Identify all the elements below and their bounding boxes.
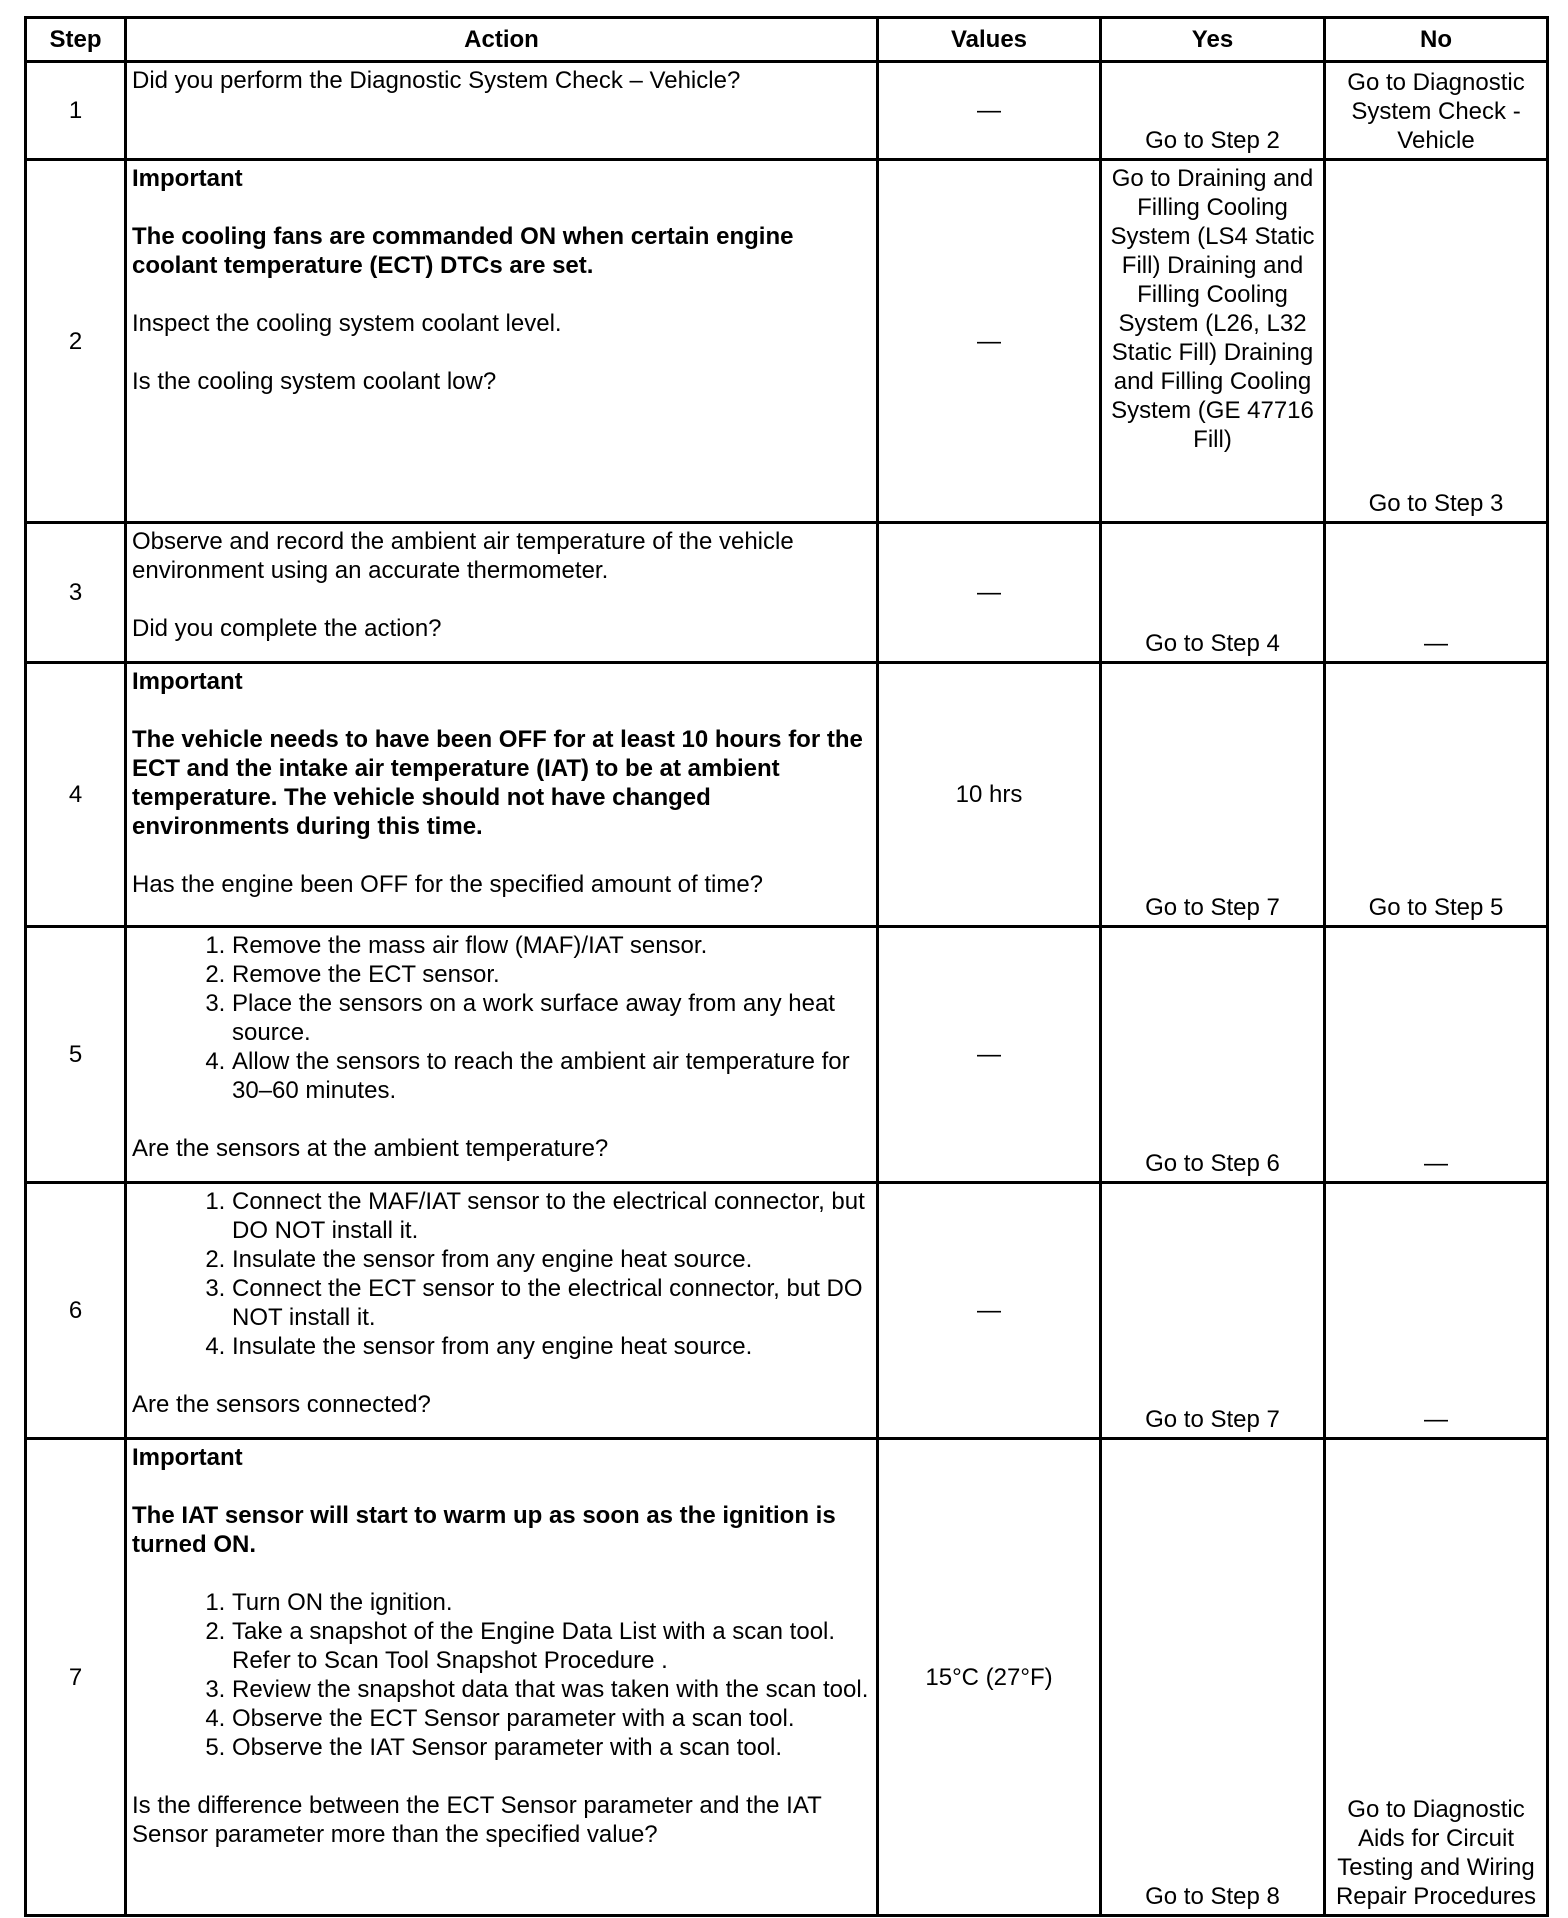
- yes-cell: Go to Step 7: [1101, 1183, 1325, 1439]
- values-cell: —: [878, 523, 1101, 663]
- list-item: 4. Allow the sensors to reach the ambient air temperature for 30–60 minutes.: [232, 1047, 871, 1105]
- header-step: Step: [26, 18, 126, 62]
- step-number: 1: [26, 62, 126, 160]
- no-cell: Go to Diagnostic Aids for Circuit Testing and Wiring Repair Procedures: [1325, 1439, 1548, 1916]
- diagnostic-document: [24, 16, 1546, 1917]
- step-number: 6: [26, 1183, 126, 1439]
- step-number: 5: [26, 927, 126, 1183]
- header-values: Values: [878, 18, 1101, 62]
- values-cell: —: [878, 1183, 1101, 1439]
- action-instruction: Inspect the cooling system coolant level.: [132, 310, 562, 337]
- yes-cell: Go to Step 7: [1101, 663, 1325, 927]
- action-cell: [126, 1183, 878, 1439]
- action-question: Has the engine been OFF for the specified amount of time?: [132, 871, 764, 898]
- action-question: Is the difference between the ECT Sensor parameter and the IAT Sensor parameter more than the specified value?: [132, 1792, 822, 1848]
- yes-cell: Go to Step 6: [1101, 927, 1325, 1183]
- values-cell: 15°C (27°F): [878, 1439, 1101, 1916]
- header-row: [26, 18, 1548, 62]
- table-row: [26, 160, 1548, 523]
- action-cell: [126, 663, 878, 927]
- yes-cell: Go to Step 2: [1101, 62, 1325, 160]
- list-item: 3. Place the sensors on a work surface away from any heat source.: [232, 989, 871, 1047]
- list-item: 4. Observe the ECT Sensor parameter with a scan tool.: [232, 1704, 871, 1733]
- list-item: 1. Connect the MAF/IAT sensor to the electrical connector, but DO NOT install it.: [232, 1187, 871, 1245]
- yes-cell: Go to Step 4: [1101, 523, 1325, 663]
- no-cell: —: [1325, 1183, 1548, 1439]
- list-item: 1. Turn ON the ignition.: [232, 1588, 871, 1617]
- list-item: 5. Observe the IAT Sensor parameter with a scan tool.: [232, 1733, 871, 1762]
- no-cell: Go to Diagnostic System Check - Vehicle: [1325, 62, 1548, 160]
- list-item: 2. Take a snapshot of the Engine Data List with a scan tool. Refer to Scan Tool Snapshot Procedure .: [232, 1617, 871, 1675]
- values-cell: —: [878, 160, 1101, 523]
- action-question: Is the cooling system coolant low?: [132, 368, 497, 395]
- list-item: 2. Remove the ECT sensor.: [232, 960, 871, 989]
- action-cell: [126, 927, 878, 1183]
- list-item: 4. Insulate the sensor from any engine heat source.: [232, 1332, 871, 1361]
- step-number: 3: [26, 523, 126, 663]
- values-cell: —: [878, 927, 1101, 1183]
- important-label: Important: [132, 668, 243, 695]
- list-item: 3. Connect the ECT sensor to the electrical connector, but DO NOT install it.: [232, 1274, 871, 1332]
- diagnostic-table: [24, 16, 1549, 1917]
- action-question: Did you complete the action?: [132, 615, 442, 642]
- table-row: [26, 62, 1548, 160]
- action-steps-list: [132, 931, 871, 1105]
- important-label: Important: [132, 165, 243, 192]
- action-cell: [126, 523, 878, 663]
- list-item: 2. Insulate the sensor from any engine heat source.: [232, 1245, 871, 1274]
- table-row: [26, 663, 1548, 927]
- table-row: [26, 1183, 1548, 1439]
- action-cell: [126, 62, 878, 160]
- header-action: Action: [126, 18, 878, 62]
- list-item: 3. Review the snapshot data that was taken with the scan tool.: [232, 1675, 871, 1704]
- important-note: The vehicle needs to have been OFF for at least 10 hours for the ECT and the intake air temperature (IAT) to be at ambient temperature. The vehicle should not have changed environments during this time.: [132, 726, 863, 840]
- header-yes: Yes: [1101, 18, 1325, 62]
- table-row: [26, 1439, 1548, 1916]
- no-cell: Go to Step 5: [1325, 663, 1548, 927]
- step-number: 2: [26, 160, 126, 523]
- action-instruction: Observe and record the ambient air temperature of the vehicle environment using an accurate thermometer.: [132, 528, 794, 584]
- important-note: The cooling fans are commanded ON when certain engine coolant temperature (ECT) DTCs are set.: [132, 223, 794, 279]
- no-cell: —: [1325, 927, 1548, 1183]
- no-cell: —: [1325, 523, 1548, 663]
- yes-cell: Go to Draining and Filling Cooling System (LS4 Static Fill) Draining and Filling Cooling System (L26, L32 Static Fill) Draining and Filling Cooling System (GE 47716 Fill): [1101, 160, 1325, 523]
- action-steps-list: [132, 1187, 871, 1361]
- action-question: Did you perform the Diagnostic System Check – Vehicle?: [132, 67, 741, 94]
- important-label: Important: [132, 1444, 243, 1471]
- action-question: Are the sensors connected?: [132, 1391, 431, 1418]
- list-item: 1. Remove the mass air flow (MAF)/IAT sensor.: [232, 931, 871, 960]
- action-cell: [126, 1439, 878, 1916]
- action-question: Are the sensors at the ambient temperature?: [132, 1135, 609, 1162]
- action-cell: [126, 160, 878, 523]
- no-cell: Go to Step 3: [1325, 160, 1548, 523]
- step-number: 4: [26, 663, 126, 927]
- values-cell: 10 hrs: [878, 663, 1101, 927]
- important-note: The IAT sensor will start to warm up as soon as the ignition is turned ON.: [132, 1502, 836, 1558]
- table-row: [26, 523, 1548, 663]
- table-row: [26, 927, 1548, 1183]
- action-steps-list: [132, 1588, 871, 1762]
- header-no: No: [1325, 18, 1548, 62]
- yes-cell: Go to Step 8: [1101, 1439, 1325, 1916]
- step-number: 7: [26, 1439, 126, 1916]
- values-cell: —: [878, 62, 1101, 160]
